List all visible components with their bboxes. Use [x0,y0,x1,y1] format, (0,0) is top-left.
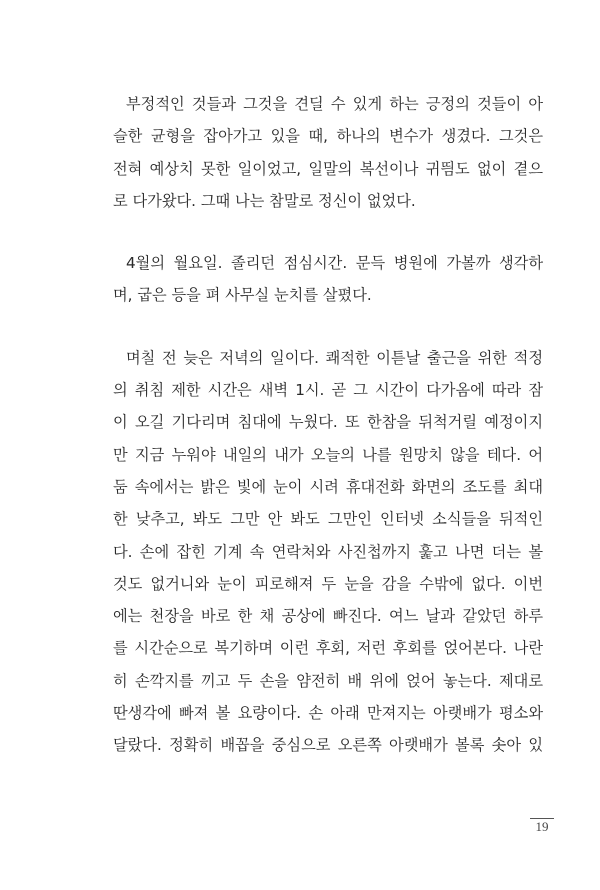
text-line: 전혀 예상치 못한 일이었고, 일말의 복선이나 귀띔도 없이 곁으 [113,159,543,178]
text-line: 의 취침 제한 시간은 새벽 1시. 곧 그 시간이 다가옴에 따라 잠 [113,381,543,400]
text-line: 슬한 균형을 잡아가고 있을 때, 하나의 변수가 생겼다. 그것은 [113,127,543,146]
text-line: 달랐다. 정확히 배꼽을 중심으로 오른쪽 아랫배가 볼록 솟아 있 [113,736,543,755]
text-line: 이 오길 기다리며 침대에 누웠다. 또 한참을 뒤척거릴 예정이지 [113,413,543,432]
page-number: 19 [530,818,554,834]
text-line: 만 지금 누워야 내일의 내가 오늘의 나를 원망치 않을 테다. 어 [113,445,543,464]
text-line: 히 손깍지를 끼고 두 손을 얌전히 배 위에 얹어 놓는다. 제대로 [113,671,543,690]
text-line: 다. 손에 잡힌 기계 속 연락처와 사진첩까지 훑고 나면 더는 볼 [113,542,543,561]
paragraph-gap [113,217,543,247]
paragraph-1 [113,88,543,217]
text-line: 것도 없거니와 눈이 피로해져 두 눈을 감을 수밖에 없다. 이번 [113,574,543,593]
paragraph-3 [113,342,543,762]
text-line: 며, 굽은 등을 펴 사무실 눈치를 살폈다. [113,286,372,305]
text-line: 딴생각에 빠져 볼 요량이다. 손 아래 만져지는 아랫배가 평소와 [113,704,543,723]
text-line: 4월의 월요일. 졸리던 점심시간. 문득 병원에 가볼까 생각하 [126,254,543,273]
paragraph-2 [113,247,543,312]
page-body [113,88,543,762]
text-line: 부정적인 것들과 그것을 견딜 수 있게 하는 긍정의 것들이 아 [126,95,543,113]
text-line: 로 다가왔다. 그때 나는 참말로 정신이 없었다. [113,191,416,210]
text-line: 며칠 전 늦은 저녁의 일이다. 쾌적한 이튿날 출근을 위한 적정 [126,348,543,367]
text-line: 둠 속에서는 밝은 빛에 눈이 시려 휴대전화 화면의 조도를 최대 [113,477,543,496]
text-line: 에는 천장을 바로 한 채 공상에 빠진다. 여느 날과 같았던 하루 [113,607,543,626]
paragraph-gap [113,312,543,342]
text-line: 를 시간순으로 복기하며 이런 후회, 저런 후회를 얹어본다. 나란 [113,639,543,658]
text-line: 한 낮추고, 봐도 그만 안 봐도 그만인 인터넷 소식들을 뒤적인 [113,510,543,529]
